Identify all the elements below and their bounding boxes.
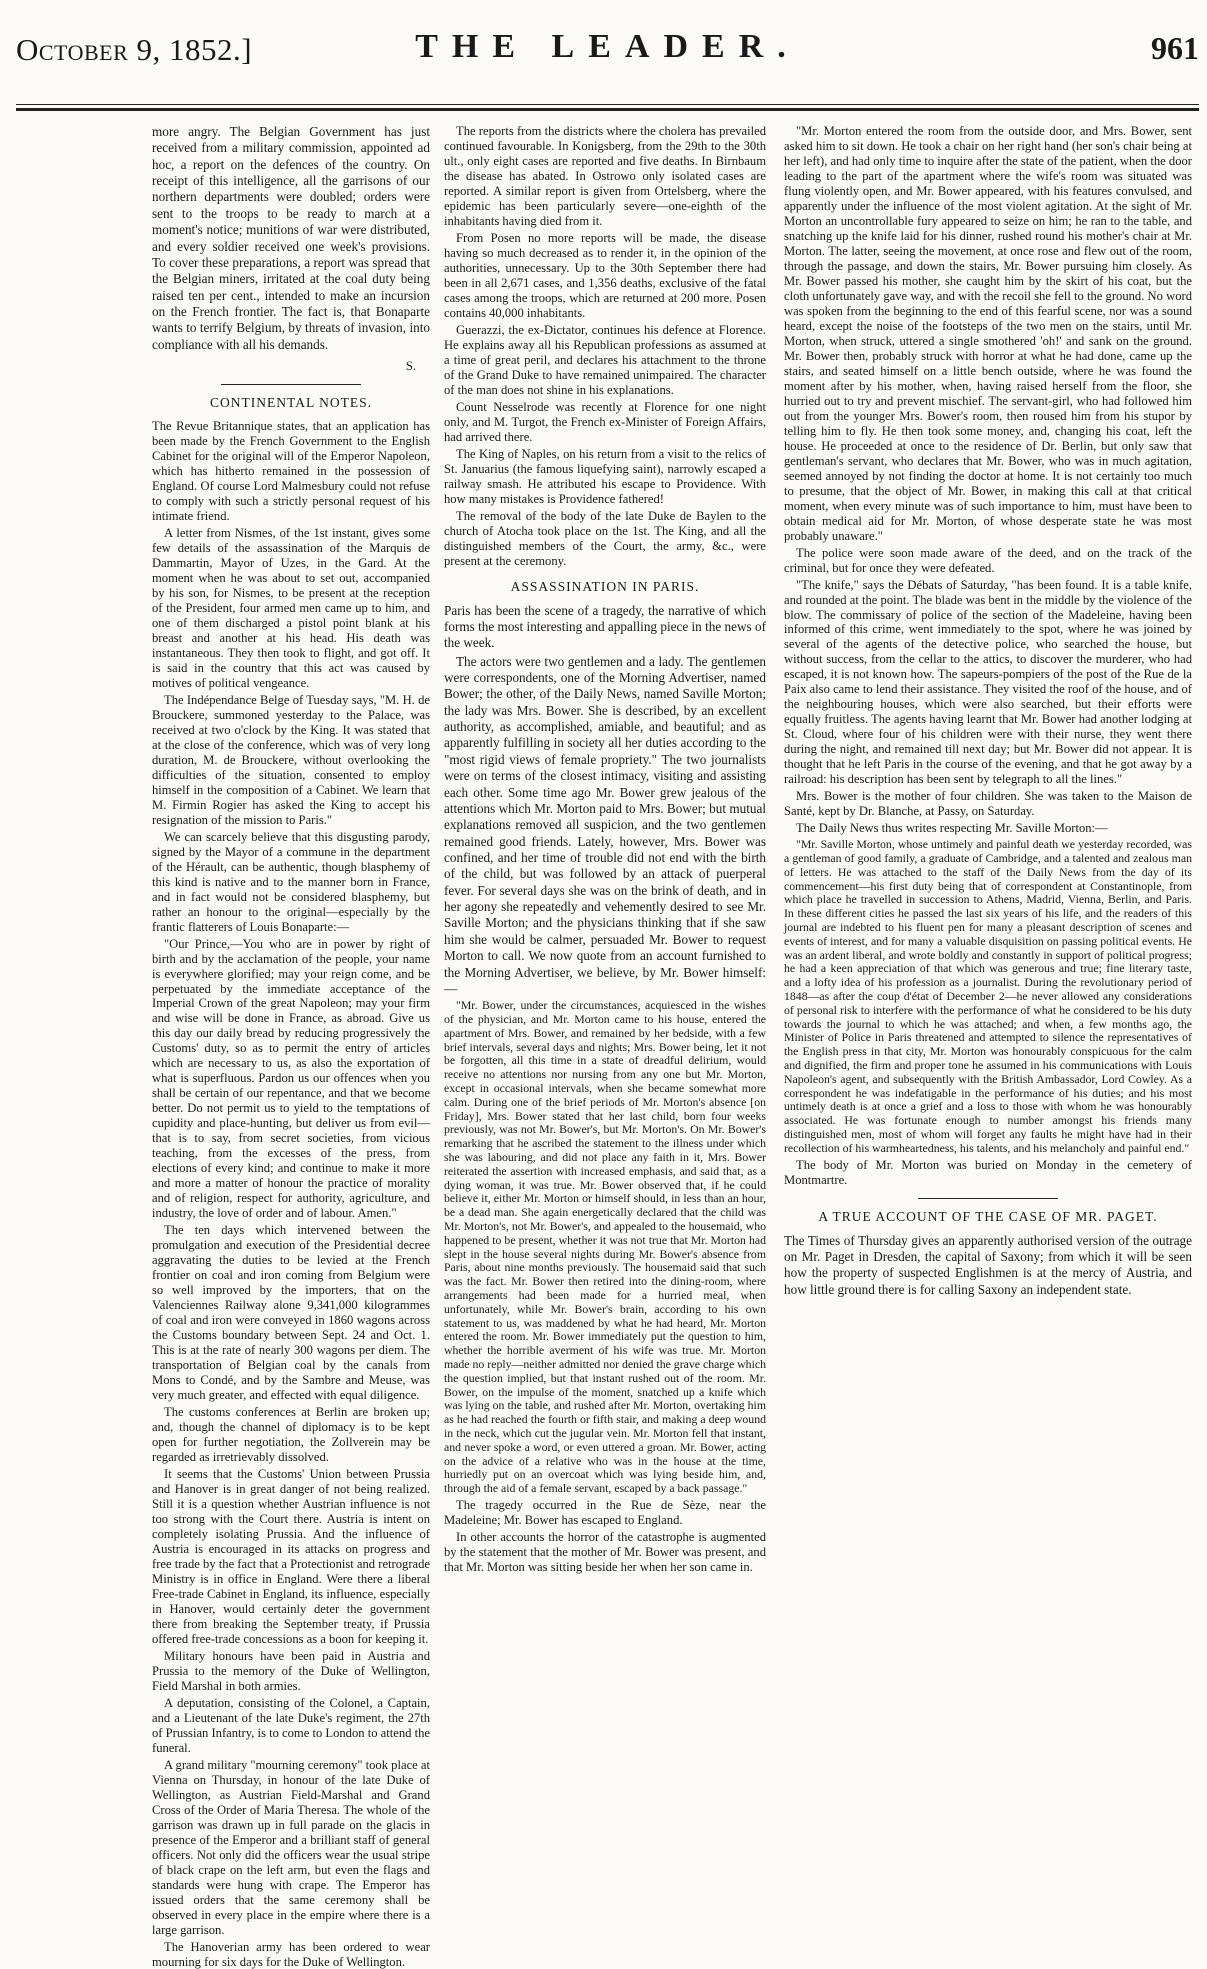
article-paragraph: Paris has been the scene of a tragedy, the narrative of which forms the most interesting and appalling piece in the news of the week.	[444, 602, 766, 651]
article-paragraph: Military honours have been paid in Austria and Prussia to the memory of the Duke of Wellington, Field Marshal in both armies.	[152, 1648, 430, 1693]
article-paragraph: The police were soon made aware of the deed, and on the track of the criminal, but for once they were defeated.	[784, 545, 1192, 575]
article-paragraph: "Our Prince,—You who are in power by right of birth and by the acclamation of the people, your name is everywhere glorified; may your reign come, and be perpetuated by the immediate acceptance of the Imperial Crown of the great Napoleon; may your firm and wise will be done in France, as abroad. Give us this day our daily bread by reducing progressively the Customs' duty, so as to permit the entry of articles which are necessary to us, as also the exportation of what is superfluous. Pardon us our offences when you shall be certain of our repentance, and that we become better. Do not permit us to yield to the temptations of cupidity and place-hunting, but deliver us from evil—that is to say, from secret societies, from vicious teaching, from the excesses of the press, from elections of every kind; and continue to make it more and more a matter of honour the practice of morality and of religion, respect for authority, agriculture, and industry, the love of order and of labour. Amen."	[152, 936, 430, 1221]
signature: S.	[405, 359, 416, 374]
article-paragraph: The tragedy occurred in the Rue de Sèze, near the Madeleine; Mr. Bower has escaped to England.	[444, 1497, 766, 1527]
article-paragraph: The Hanoverian army has been ordered to wear mourning for six days for the Duke of Wellington.	[152, 1939, 430, 1969]
article-paragraph: "Mr. Bower, under the circumstances, acquiesced in the wishes of the physician, and Mr. Morton came to his house, entered the apartment of Mrs. Bower, and remained by her bedside, with a few brief intervals, several days and nights; Mrs. Bower being, let it not be forgotten, all this time in a state of dreadful delirium, would receive no attentions nor nursing from any one but Mr. Morton, except in occasional intervals, when she became somewhat more calm. During one of the brief periods of Mr. Morton's absence [on Friday], Mrs. Bower stated that her last child, born four weeks previously, was not Mr. Bower's, but Mr. Morton's. On Mr. Bower's remarking that he ascribed the statement to the illness under which she was labouring, and did not place any faith in it, Mrs. Bower reiterated the assertion with increased emphasis, and said that, as a dying woman, it was true. Mr. Bower observed that, if he could believe it, either Mr. Morton or himself should, in less than an hour, be a dead man. She again energetically declared that the child was Mr. Morton's, not Mr. Bower's, and appealed to the housemaid, who happened to be present, whether it was not true that Mr. Morton had slept in the house several nights during Mr. Bower's absence from Paris, about nine months previously. The housemaid said that such was the fact. Mr. Bower then retired into the dining-room, where arrangements had been made for a hurried meal, when unfortunately, while Mr. Bower's brain, according to his own statement to us, was maddened by what he had heard, Mr. Morton entered the room. Mr. Bower immediately put the question to him, whether the horrible averment of his wife was true. Mr. Morton made no reply—neither admitted nor denied the grave charge which the question implied, but that instant rushed out of the room. Mr. Bower, on the impulse of the moment, snatched up a knife which was lying on the table, and rushed after Mr. Morton, overtaking him as he had reached the fourth or fifth stair, and making a deep wound in the neck, which cut the jugular vein. Mr. Morton fell that instant, and never spoke a word, or even uttered a groan. Mr. Bower, acting on the advice of a relative who was in the house at the time, hurriedly put on an overcoat which was lying beside him, and, through the aid of a female servant, escaped by a back passage."	[444, 998, 766, 1496]
section-heading: CONTINENTAL NOTES.	[210, 395, 372, 411]
header-rule-thin	[16, 104, 1199, 105]
page-number: 961	[1151, 30, 1199, 66]
column-1	[152, 124, 430, 1969]
article-paragraph: "Mr. Saville Morton, whose untimely and painful death we yesterday recorded, was a gentleman of good family, a graduate of Cambridge, and a talented and zealous man of letters. He was attached to the staff of the Daily News from the day of its commencement—his first duty being that of correspondent at Constantinople, from which place he travelled in succession to Athens, Madrid, Vienna, Berlin, and Paris. In these different cities he passed the last six years of his life, and the readers of this journal are indebted to his fluent pen for many a pleasant description of scenes and events of interest, and for many a valuable disquisition on passing political events. He was an ardent liberal, and wrote boldly and constantly in support of political progress; he had a keen appreciation of that which was generous and true; fine literary taste, and a lofty idea of his profession as a journalist. During the revolutionary period of 1848—as after the coup d'état of December 2—he never allowed any considerations of personal risk to interfere with the performance of what he considered to be his duty towards the journal to which he was attached; and when, a few months ago, the Minister of Police in Paris threatened and attempted to silence the representatives of the English press in that city, Mr. Morton was honourably conspicuous for the calm and dignified, the firm and proper tone he assumed in his communications with Louis Napoleon's agent, and subsequently with the British Ambassador, Lord Cowley. As a correspondent he was indefatigable in the performance of his duties; and his most untimely death is at once a grief and a loss to those with whom he was honourably associated. He was fortunate enough to number amongst his friends many distinguished men, most of whom will forget any faults he might have had in their recollection of his warmheartedness, his talents, and his melancholy and painful end."	[784, 837, 1192, 1155]
article-paragraph: The body of Mr. Morton was buried on Monday in the cemetery of Montmartre.	[784, 1157, 1192, 1187]
section-divider	[221, 384, 361, 385]
section-divider	[918, 1198, 1058, 1199]
column-3	[784, 124, 1192, 1664]
article-paragraph: The Daily News thus writes respecting Mr. Saville Morton:—	[796, 821, 1108, 836]
issue-date: October 9, 1852.]	[16, 32, 253, 67]
article-paragraph: A deputation, consisting of the Colonel, a Captain, and a Lieutenant of the late Duke's regiment, the 27th of Prussian Infantry, is to come to London to attend the funeral.	[152, 1695, 430, 1755]
article-paragraph: The customs conferences at Berlin are broken up; and, though the channel of diplomacy is to be kept open for further negotiation, the Zollverein may be regarded as irretrievably dissolved.	[152, 1405, 430, 1465]
article-paragraph: more angry. The Belgian Government has just received from a military commission, appointed ad hoc, a report on the defences of the country. On receipt of this intelligence, all the garrisons of our northern departments were doubled; orders were sent to the troops to be ready to march at a moment's notice; munitions of war were distributed, and every soldier received one week's provisions. To cover these preparations, a report was spread that the Belgian miners, irritated at the coal duty being raised ten per cent., intended to make an incursion on the French frontier. The fact is, that Bonaparte wants to terrify Belgium, by threats of invasion, into compliance with all his demands.	[152, 124, 430, 352]
article-paragraph: The Indépendance Belge of Tuesday says, "M. H. de Brouckere, summoned yesterday to the Palace, was received at two o'clock by the King. It was stated that at the close of the conference, which was of very long duration, M. de Brouckere, without overlooking the difficulties of the situation, consented to employ himself in the composition of a Cabinet. We learn that M. Firmin Rogier has asked the King to accept his resignation of the mission to Paris."	[152, 692, 430, 827]
column-2	[444, 124, 766, 1664]
article-paragraph: Count Nesselrode was recently at Florence for one night only, and M. Turgot, the French ex-Minister of Foreign Affairs, had arrived there.	[444, 399, 766, 444]
article-paragraph: "The knife," says the Débats of Saturday, "has been found. It is a table knife, and rounded at the point. The blade was bent in the middle by the violence of the blow. The commissary of police of the section of the Madeleine, having been informed of this crime, went immediately to the spot, where he was joined by several of the agents of the detective police, who searched the house, but without success, from the cellar to the attics, to discover the murderer, who had escaped, it is not known how. The sapeurs-pompiers of the post of the Rue de la Paix also came to lend their assistance. They visited the roof of the house, and of the neighbouring houses, which were also searched, but their efforts were equally fruitless. The agents having learnt that Mr. Bower had another lodging at St. Cloud, where four of his children were with their nurse, they went there during the night, and remained till next day; but Mr. Bower did not appear. It is thought that he left Paris in the course of the evening, and that he got away by a railroad: his description has been sent by telegraph to all the lines."	[784, 577, 1192, 787]
section-heading: A TRUE ACCOUNT OF THE CASE OF MR. PAGET.	[818, 1208, 1158, 1224]
masthead	[16, 14, 1199, 74]
article-paragraph: From Posen no more reports will be made, the disease having so much decreased as to render it, in the opinion of the authorities, unnecessary. Up to the 30th September there had been in all 2,671 cases, and 1,356 deaths, exclusive of the fatal cases among the troops, which are returned at 200 more. Posen contains 40,000 inhabitants.	[444, 230, 766, 320]
article-paragraph: Mrs. Bower is the mother of four children. She was taken to the Maison de Santé, kept by Dr. Blanche, at Passy, on Saturday.	[784, 789, 1192, 819]
article-paragraph: The reports from the districts where the cholera has prevailed continued favourable. In Konigsberg, from the 29th to the 30th ult., only eight cases are reported and five deaths. In Birnbaum the disease has abated. In Ostrowo only isolated cases are reported. A similar report is given from Ortelsberg, where the epidemic has been particularly severe—one-eighth of the inhabitants having died from it.	[444, 124, 766, 228]
article-paragraph: Guerazzi, the ex-Dictator, continues his defence at Florence. He explains away all his Republican professions as assumed at a time of great peril, and declares his attachment to the throne of the Grand Duke to have remained unimpaired. The character of the man does not shine in his explanations.	[444, 322, 766, 397]
article-paragraph: The King of Naples, on his return from a visit to the relics of St. Januarius (the famous liquefying saint), narrowly escaped a railway smash. He attributed his escape to Providence. With how many mistakes is Providence fathered!	[444, 446, 766, 506]
article-paragraph: The ten days which intervened between the promulgation and execution of the Presidential decree aggravating the duties to be levied at the French frontier on coal and iron coming from Belgium were so well improved by the importers, that on the Valenciennes Railway alone 9,341,000 kilogrammes of coal and iron were conveyed in 1860 wagons across the Customs boundary between Sept. 24 and Oct. 1. This is at the rate of nearly 300 wagons per diem. The transportation of Belgian coal by the canals from Mons to Condé, and by the Sambre and Meuse, was very much greater, and effected with equal diligence.	[152, 1223, 430, 1403]
article-paragraph: We can scarcely believe that this disgusting parody, signed by the Mayor of a commune in the department of the Hérault, can be authentic, though blasphemy of this kind is native and to the manner born in France, and in fact would not be considered blasphemy, but rather an honour to the original—especially by the frantic flatterers of Louis Bonaparte:—	[152, 829, 430, 934]
article-paragraph: "Mr. Morton entered the room from the outside door, and Mrs. Bower, sent asked him to sit down. He took a chair on her right hand (her son's chair being at her left), and had only time to inquire after the state of the patient, when the door leading to the part of the apartment where the wife's room was situated was flung violently open, and Mr. Bower appeared, with his features convulsed, and apparently under the influence of the most violent agitation. At the sight of Mr. Morton an uncontrollable fury appeared to seize on him; he ran to the table, and snatching up the knife laid for his dinner, rushed round his mother's chair at Mr. Morton. The latter, seeing the movement, at once rose and flew out of the room, through the passage, and down the stairs, Mr. Bower pursuing him closely. As Mr. Bower passed his mother, she caught him by the skirt of his coat, but the cloth unfortunately gave way, and with the recoil she fell to the ground. No word was spoken from the beginning to the end of this fearful scene, nor was a sound heard, except the noise of the footsteps of the two men on the stairs, until Mr. Morton, when struck, uttered a single smothered 'oh!' and sank on the ground. Mr. Bower then, probably struck with horror at what he had done, came up the stairs, and seated himself on a little bench outside, where he was found the moment after by his mother, when, having raised herself from the floor, she hurried out to try and prevent mischief. The servant-girl, who had followed him out from the younger Mrs. Bower's room, then roused him from his stupor by telling him to fly. He then took some money, and, changing his coat, left the house. He proceeded at once to the residence of Dr. Berlin, but only saw that gentleman's servant, who declares that Mr. Bower, who was in much agitation, seemed annoyed by not finding the doctor at home. It is not certainly too much to presume, that the object of Mr. Bower, in making this call at that critical moment, when every minute was of such importance to him, must have been to obtain medical aid for Mr. Morton, of whose desperate state he was most probably unaware."	[784, 124, 1192, 543]
article-paragraph: The removal of the body of the late Duke de Baylen to the church of Atocha took place on the 1st. The King, and all the distinguished members of the Court, the army, &c., were present at the ceremony.	[444, 508, 766, 568]
article-paragraph: The Revue Britannique states, that an application has been made by the French Government to the English Cabinet for the original will of the Emperor Napoleon, which has hitherto remained in the possession of England. Of course Lord Malmesbury could not refuse to comply with such a strictly personal request of his intimate friend.	[152, 419, 430, 523]
article-paragraph: It seems that the Customs' Union between Prussia and Hanover is in great danger of not being realized. Still it is a question whether Austrian influence is not too strong with the Court there. Austria is intent on completely isolating Prussia. And the influence of Austria is encouraged in its attacks on progress and free trade by the fact that a Protectionist and retrograde Ministry is in office in England. Were there a liberal Free-trade Cabinet in England, its influence, especially in Hanover, would certainly deter the government there from breaking the September treaty, if Prussia offered free-trade concessions as a boon for keeping it.	[152, 1467, 430, 1646]
article-paragraph: The Times of Thursday gives an apparently authorised version of the outrage on Mr. Paget in Dresden, the capital of Saxony; from which it will be seen how the property of suspected Englishmen is at the mercy of Austria, and how little ground there is for calling Saxony an independent state.	[784, 1232, 1192, 1297]
article-paragraph: A grand military "mourning ceremony" took place at Vienna on Thursday, in honour of the late Duke of Wellington, as Austrian Field-Marshal and Grand Cross of the Order of Maria Theresa. The whole of the garrison was drawn up in full parade on the glacis in presence of the Emperor and a brilliant staff of general officers. Not only did the officers wear the usual stripe of black crape on the left arm, but even the flags and standards were hung with crape. The Emperor has issued orders that the same ceremony shall be observed in every place in the empire where there is a large garrison.	[152, 1757, 430, 1937]
header-rule-thick	[16, 108, 1199, 111]
newspaper-title: THE LEADER.	[415, 28, 800, 65]
section-heading: ASSASSINATION IN PARIS.	[510, 578, 700, 594]
article-paragraph: The actors were two gentlemen and a lady. The gentlemen were correspondents, one of the Morning Advertiser, named Bower; the other, of the Daily News, named Saville Morton; the lady was Mrs. Bower. She is described, by an excellent authority, as accomplished, amiable, and beautiful; and as apparently fulfilling in society all her duties according to the "most rigid views of female propriety." The two journalists were on terms of the closest intimacy, visiting and assisting each other. Some time ago Mr. Bower grew jealous of the attentions which Mr. Morton paid to Mrs. Bower; but mutual explanations removed all suspicion, and the two gentlemen remained good friends. Lately, however, Mrs. Bower was confined, and her time of trouble did not end with the birth of the child, but was followed by an attack of puerperal fever. For several days she was on the brink of death, and in her agony she repeatedly and vehemently desired to see Mr. Saville Morton; and the physicians thinking that if she saw him she would be calmer, persuaded Mr. Bower to request Morton to call. We now quote from an account furnished to the Morning Advertiser, we believe, by Mr. Bower himself:—	[444, 653, 766, 996]
article-paragraph: A letter from Nismes, of the 1st instant, gives some few details of the assassination of the Marquis de Dammartin, Mayor of Uzes, in the Gard. At the moment when he was about to set out, accompanied by his son, for Nismes, to be present at the reception of the President, four armed men came up to him, and one of them discharged a pistol point blank at his breast and another at his head. His death was instantaneous. They then took to flight, and got off. It is said in the country that this act was caused by motives of political vengeance.	[152, 525, 430, 690]
article-paragraph: In other accounts the horror of the catastrophe is augmented by the statement that the mother of Mr. Bower was present, and that Mr. Morton was sitting beside her when her son came in.	[444, 1529, 766, 1574]
